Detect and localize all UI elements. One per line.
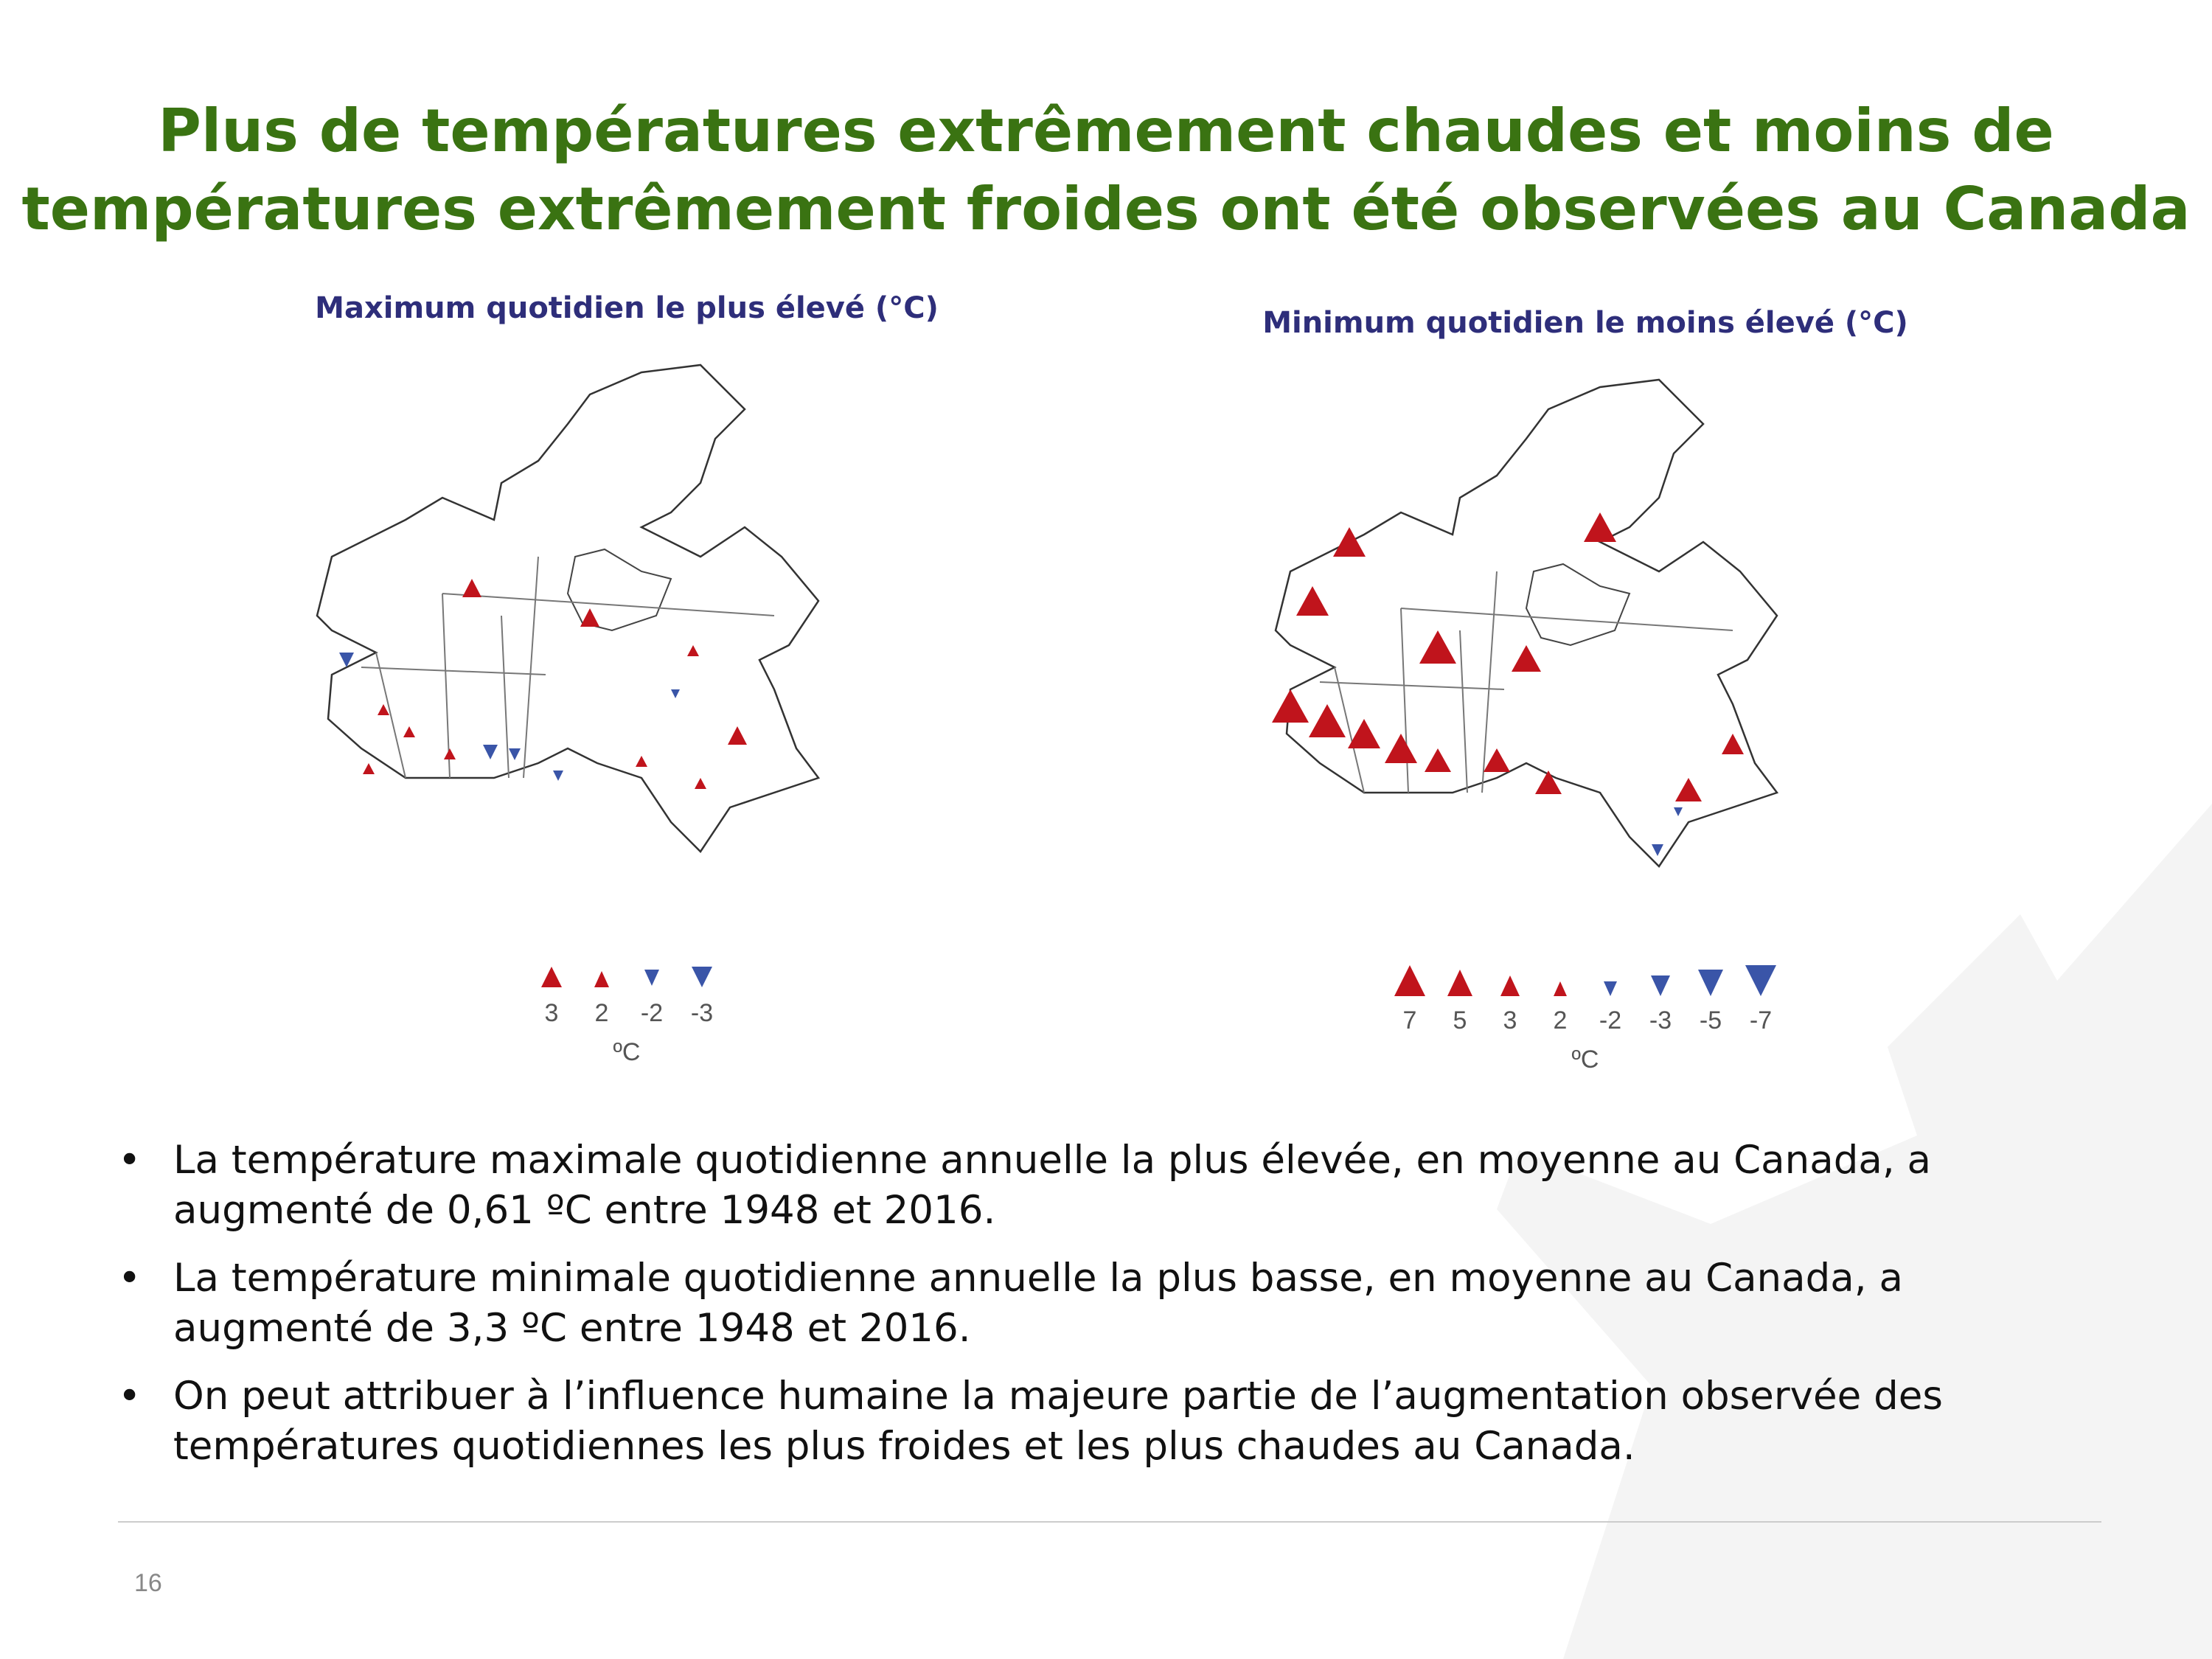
- triangle-up-icon: [537, 962, 566, 992]
- legend-item: [630, 962, 673, 1028]
- legend-label: 2: [594, 999, 609, 1027]
- triangle-up-icon: [1441, 962, 1478, 999]
- legend-label: 7: [1402, 1006, 1417, 1034]
- legend-row: [258, 962, 995, 1028]
- legend-label: -3: [690, 999, 714, 1027]
- legend-label: -2: [1599, 1006, 1622, 1034]
- triangle-up-icon: [587, 962, 616, 992]
- slide-title: [0, 92, 2212, 248]
- bullet-item: [118, 1371, 2109, 1472]
- map-title: Maximum quotidien le plus élevé (°C): [315, 291, 939, 325]
- page-number: 16: [134, 1569, 162, 1597]
- bullet-line: températures quotidiennes les plus froides et les plus chaudes au Canada.: [173, 1424, 1635, 1469]
- triangle-down-icon: [1642, 962, 1679, 999]
- legend-item: [530, 962, 573, 1028]
- bullet-line: On peut attribuer à l’influence humaine la majeure partie de l’augmentation observée des: [173, 1374, 1943, 1419]
- bullet-line: augmenté de 3,3 ºC entre 1948 et 2016.: [173, 1306, 971, 1351]
- bullet-item: [118, 1253, 2109, 1354]
- canada-outline: [1276, 380, 1777, 866]
- bullet-item: [118, 1135, 2109, 1236]
- triangle-down-icon: [1742, 962, 1779, 999]
- triangle-up-icon: [1391, 962, 1428, 999]
- legend-item: [1689, 962, 1732, 1035]
- legend-item: [1539, 962, 1582, 1035]
- triangle-up-icon: [1542, 962, 1579, 999]
- bullet-line: augmenté de 0,61 ºC entre 1948 et 2016.: [173, 1188, 996, 1233]
- legend-item: [1739, 962, 1782, 1035]
- slide-title-line-2: températures extrêmement froides ont été observées au Canada: [21, 175, 2191, 243]
- canada-map: [258, 335, 995, 925]
- bullet-dot: •: [118, 1138, 142, 1183]
- bullet-dot: •: [118, 1256, 142, 1301]
- canada-map: [1217, 350, 1954, 940]
- marker-increase: [363, 763, 375, 774]
- triangle-down-icon: [687, 962, 717, 992]
- triangle-up-icon: [1492, 962, 1528, 999]
- bullet-dot: •: [118, 1374, 142, 1419]
- triangle-down-icon: [1592, 962, 1629, 999]
- legend-label: 5: [1453, 1006, 1467, 1034]
- bullet-line: La température minimale quotidienne annuelle la plus basse, en moyenne au Canada, a: [173, 1256, 1903, 1301]
- slide-title-line-1: Plus de températures extrêmement chaudes et moins de: [158, 97, 2054, 165]
- map-legend: [258, 962, 995, 1067]
- map-panel-min: [1217, 306, 1954, 1102]
- legend-unit: ºC: [1571, 1046, 1599, 1074]
- legend-label: -2: [640, 999, 664, 1027]
- marker-decrease: [553, 771, 563, 781]
- legend-label: -5: [1699, 1006, 1722, 1034]
- legend-item: [1639, 962, 1682, 1035]
- legend-label: -3: [1649, 1006, 1672, 1034]
- map-legend: [1217, 962, 1954, 1074]
- legend-label: 2: [1553, 1006, 1568, 1034]
- legend-label: 3: [1503, 1006, 1517, 1034]
- legend-row: [1217, 962, 1954, 1035]
- bullet-list: [118, 1135, 2109, 1489]
- map-panel-max: [258, 291, 995, 1102]
- footer-divider: [118, 1521, 2101, 1523]
- canada-outline: [317, 365, 818, 852]
- triangle-down-icon: [637, 962, 667, 992]
- legend-unit: ºC: [613, 1038, 641, 1066]
- legend-label: 3: [544, 999, 559, 1027]
- legend-label: -7: [1749, 1006, 1773, 1034]
- legend-item: [580, 962, 623, 1028]
- legend-item: [1388, 962, 1431, 1035]
- map-title: Minimum quotidien le moins élevé (°C): [1262, 306, 1908, 340]
- bullet-line: La température maximale quotidienne annuelle la plus élevée, en moyenne au Canada, a: [173, 1138, 1932, 1183]
- triangle-down-icon: [1692, 962, 1729, 999]
- legend-item: [681, 962, 723, 1028]
- legend-item: [1489, 962, 1531, 1035]
- legend-item: [1439, 962, 1481, 1035]
- legend-item: [1589, 962, 1632, 1035]
